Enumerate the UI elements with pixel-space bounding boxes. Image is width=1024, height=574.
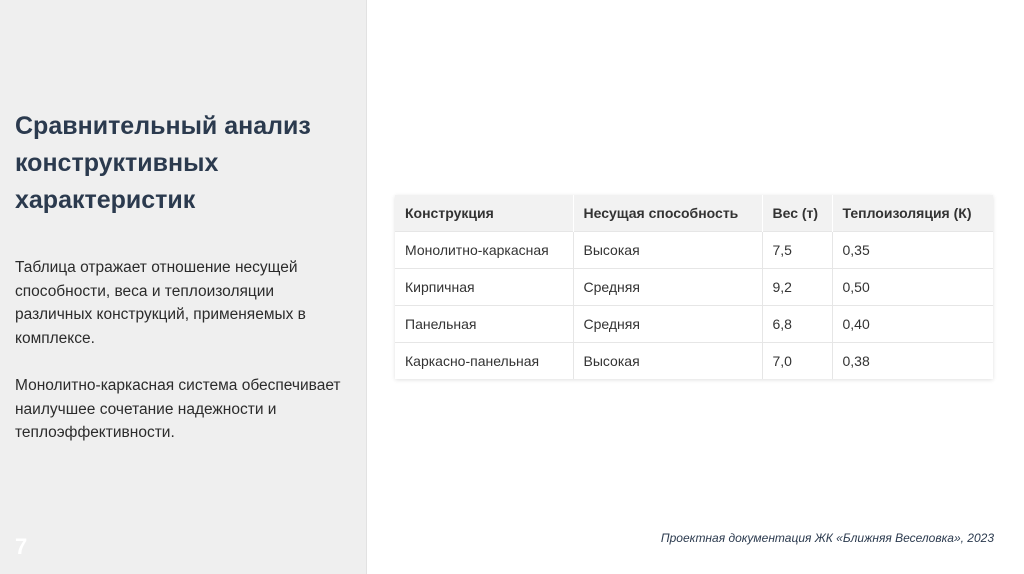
slide-title: [15, 108, 355, 219]
table-cell: Средняя: [573, 269, 762, 306]
title-line: конструктивных: [15, 149, 219, 177]
column-header: Теплоизоляция (К): [832, 195, 993, 232]
table-cell: 0,38: [832, 343, 993, 380]
footer-note: Проектная документация ЖК «Ближняя Веселовка», 2023: [660, 531, 994, 545]
left-panel: [0, 0, 367, 574]
table-cell: Высокая: [573, 232, 762, 269]
column-header: Вес (т): [762, 195, 832, 232]
table-cell: Средняя: [573, 306, 762, 343]
table-cell: Панельная: [395, 306, 573, 343]
column-header: Конструкция: [395, 195, 573, 232]
table-cell: 7,0: [762, 343, 832, 380]
table-row: [395, 232, 993, 269]
column-header: Несущая способность: [573, 195, 762, 232]
title-line: Сравнительный анализ: [15, 112, 311, 140]
table-cell: Каркасно-панельная: [395, 343, 573, 380]
table-cell: 6,8: [762, 306, 832, 343]
description-paragraph: Таблица отражает отношение несущей способности, веса и теплоизоляции различных конструкций, применяемых в комплексе.: [15, 259, 306, 347]
table-cell: Высокая: [573, 343, 762, 380]
table-cell: 0,35: [832, 232, 993, 269]
comparison-table-container: [395, 195, 993, 379]
title-line: характеристик: [15, 186, 196, 214]
table-header-row: [395, 195, 993, 232]
table-cell: 0,50: [832, 269, 993, 306]
conclusion-paragraph: Монолитно-каркасная система обеспечивает наилучшее сочетание надежности и теплоэффективности.: [15, 377, 341, 441]
table-row: [395, 306, 993, 343]
table-cell: 7,5: [762, 232, 832, 269]
table-cell: Кирпичная: [395, 269, 573, 306]
table-cell: Монолитно-каркасная: [395, 232, 573, 269]
table-row: [395, 343, 993, 380]
table-cell: 9,2: [762, 269, 832, 306]
page-number: 7: [15, 534, 28, 559]
comparison-table: [395, 195, 993, 379]
table-row: [395, 269, 993, 306]
table-cell: 0,40: [832, 306, 993, 343]
